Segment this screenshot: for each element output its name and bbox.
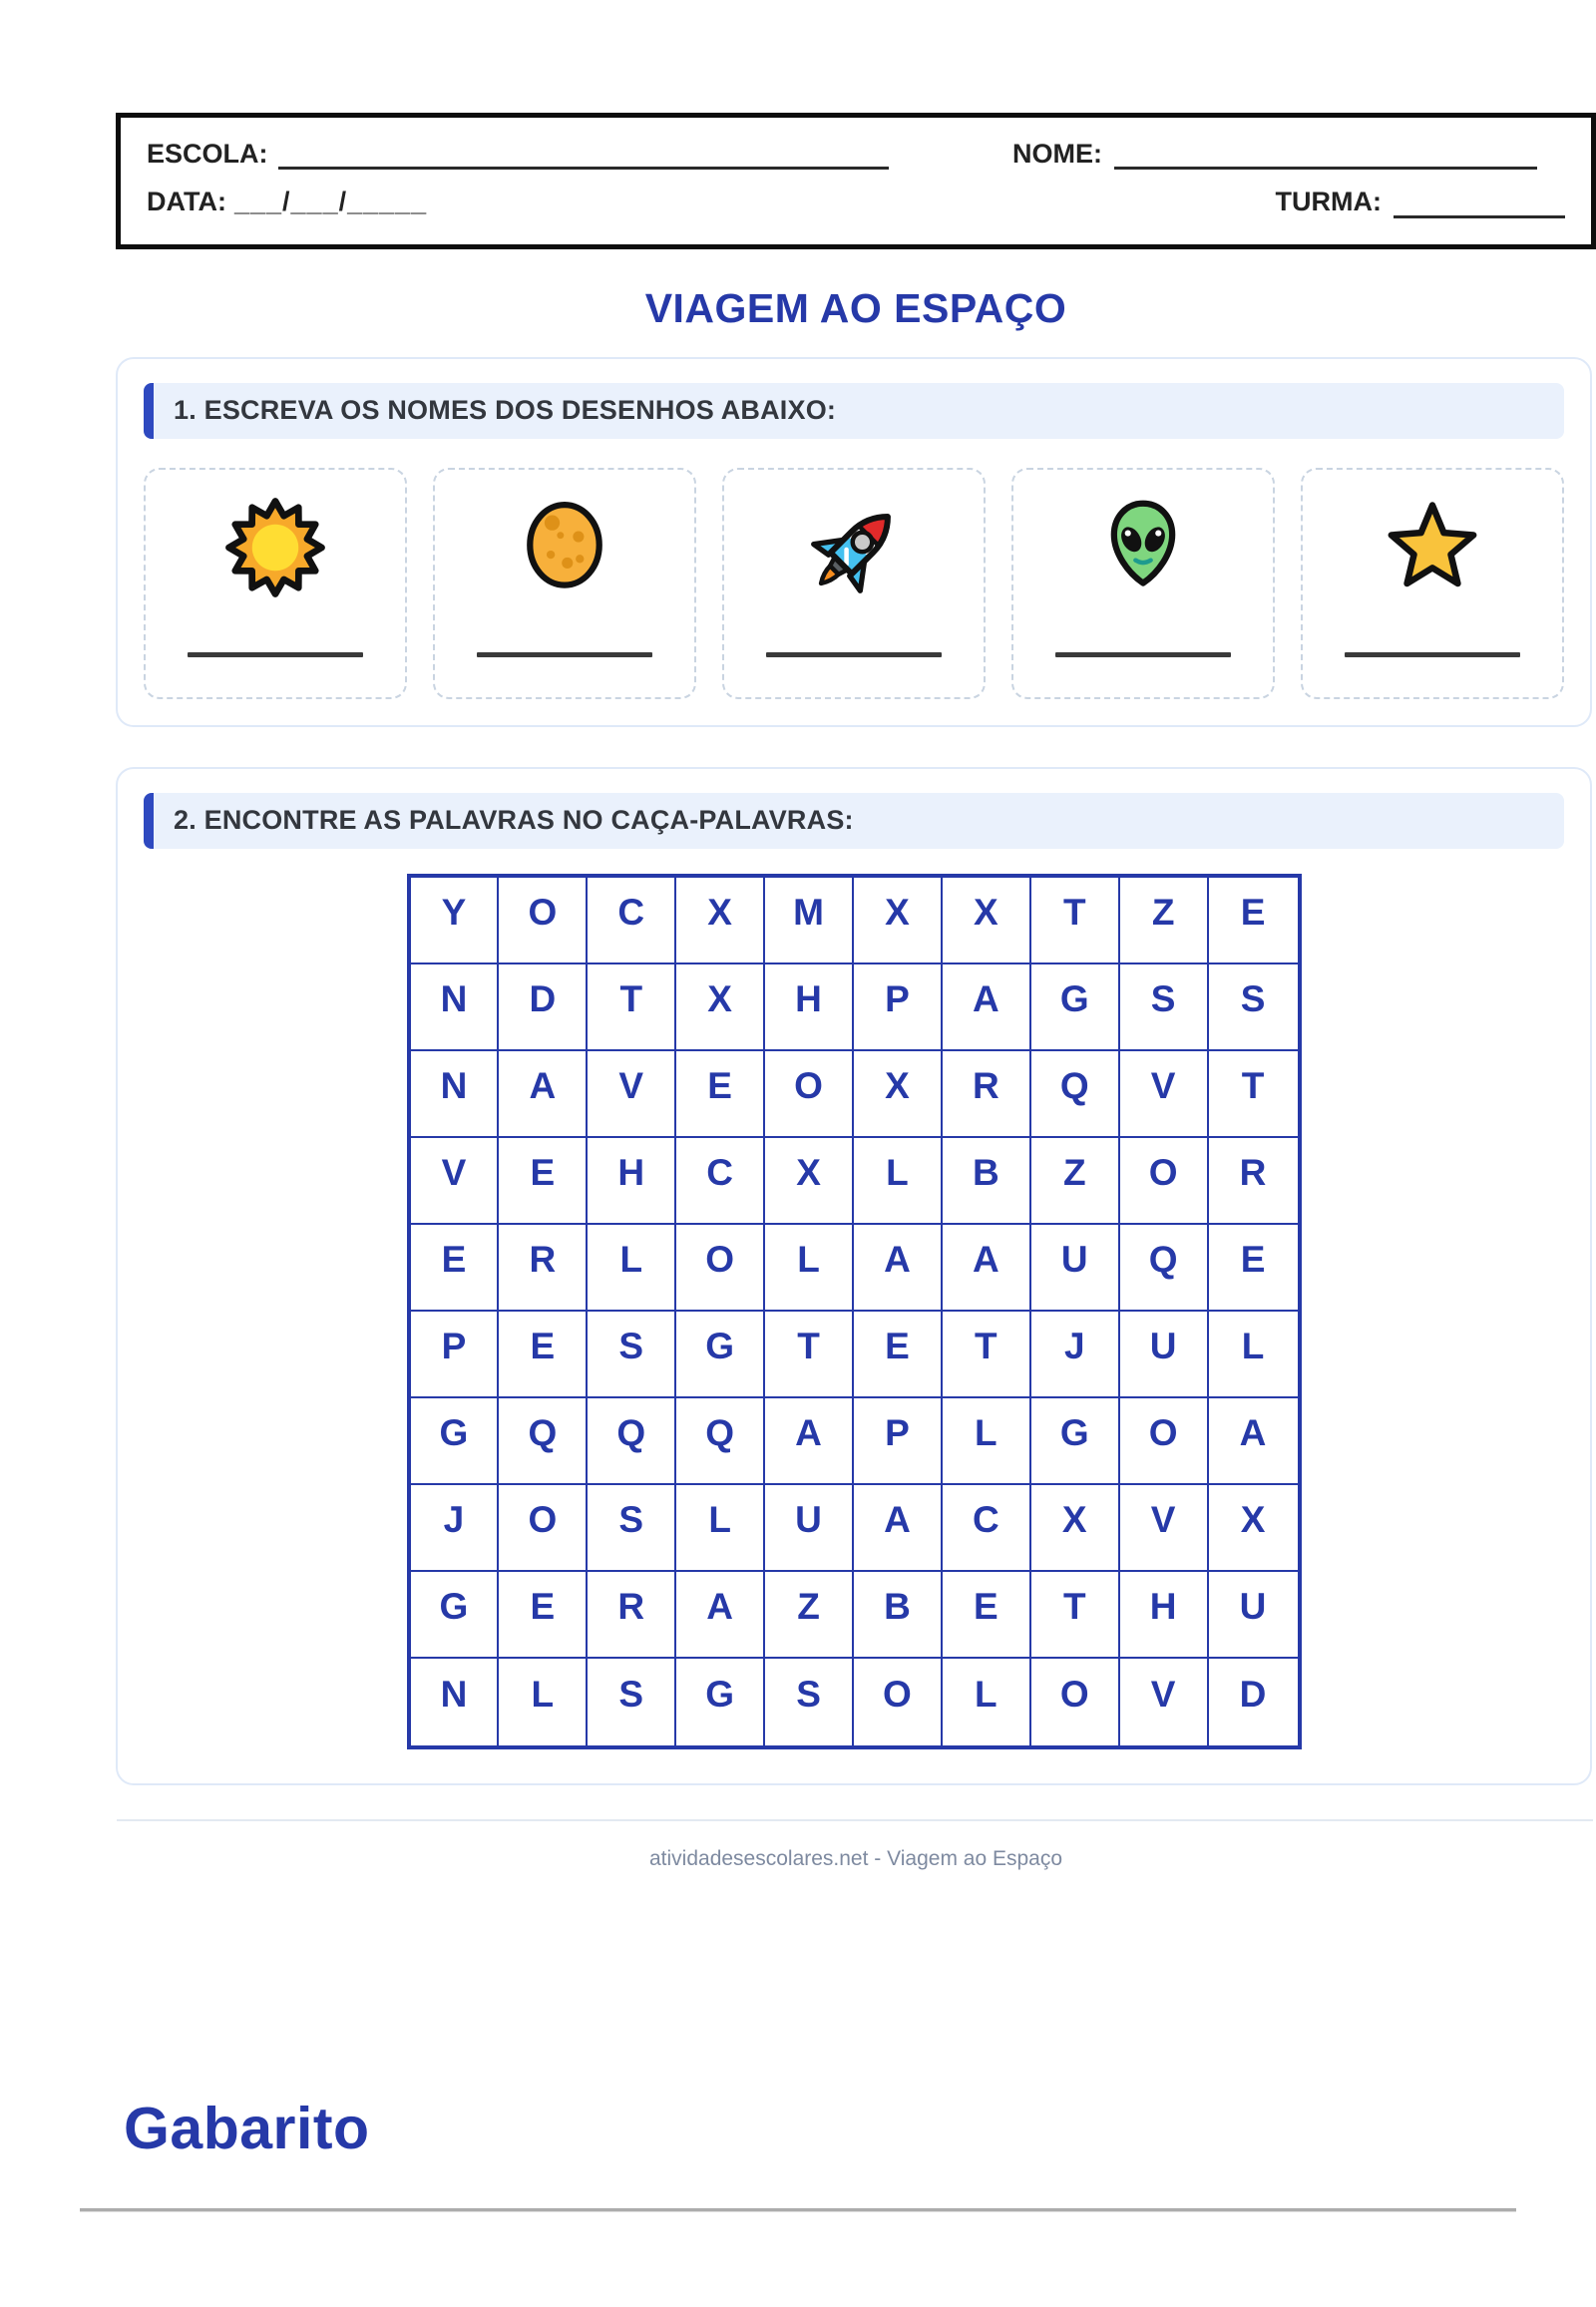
grid-cell: Q bbox=[676, 1398, 765, 1485]
grid-cell: Z bbox=[765, 1572, 854, 1659]
grid-cell: O bbox=[676, 1225, 765, 1312]
grid-cell: D bbox=[499, 964, 588, 1051]
footer-credit: atividadesescolares.net - Viagem ao Espaço bbox=[648, 1846, 1063, 1870]
grid-cell: G bbox=[411, 1572, 500, 1659]
grid-cell: Q bbox=[1120, 1225, 1209, 1312]
grid-cell: U bbox=[1120, 1312, 1209, 1398]
section-accent-bar bbox=[144, 793, 154, 849]
grid-cell: B bbox=[854, 1572, 943, 1659]
grid-cell: O bbox=[499, 1485, 588, 1572]
grid-cell: T bbox=[1031, 1572, 1120, 1659]
grid-cell: P bbox=[854, 964, 943, 1051]
star-icon bbox=[1381, 494, 1484, 597]
grid-cell: A bbox=[943, 1225, 1031, 1312]
grid-cell: T bbox=[1209, 1051, 1298, 1138]
answer-blank bbox=[477, 652, 652, 657]
picture-card-moon bbox=[433, 468, 696, 699]
grid-cell: H bbox=[588, 1138, 676, 1225]
section-accent-bar bbox=[144, 383, 154, 439]
answer-blank bbox=[188, 652, 363, 657]
grid-cell: V bbox=[1120, 1485, 1209, 1572]
picture-cards bbox=[144, 468, 1564, 699]
grid-cell: S bbox=[1120, 964, 1209, 1051]
grid-cell: A bbox=[676, 1572, 765, 1659]
grid-cell: C bbox=[676, 1138, 765, 1225]
picture-card-rocket bbox=[722, 468, 986, 699]
moon-icon bbox=[515, 494, 614, 593]
grid-cell: A bbox=[765, 1398, 854, 1485]
grid-cell: S bbox=[765, 1659, 854, 1745]
answer-blank bbox=[766, 652, 942, 657]
section-2 bbox=[116, 767, 1592, 1785]
section-1-header bbox=[144, 383, 1564, 439]
grid-cell: L bbox=[676, 1485, 765, 1572]
turma-label: TURMA: bbox=[1275, 187, 1382, 217]
turma-group bbox=[1276, 186, 1565, 217]
grid-cell: L bbox=[943, 1659, 1031, 1745]
grid-cell: Q bbox=[1031, 1051, 1120, 1138]
grid-cell: A bbox=[1209, 1398, 1298, 1485]
grid-cell: G bbox=[676, 1659, 765, 1745]
grid-cell: O bbox=[1120, 1398, 1209, 1485]
grid-cell: E bbox=[411, 1225, 500, 1312]
grid-cell: E bbox=[499, 1138, 588, 1225]
data-label: DATA: bbox=[147, 187, 226, 217]
section-2-header bbox=[144, 793, 1564, 849]
grid-cell: X bbox=[1031, 1485, 1120, 1572]
grid-cell: N bbox=[411, 964, 500, 1051]
grid-cell: R bbox=[499, 1225, 588, 1312]
grid-cell: A bbox=[943, 964, 1031, 1051]
nome-group bbox=[1012, 138, 1537, 170]
worksheet-page bbox=[0, 113, 1596, 2212]
answer-blank bbox=[1345, 652, 1520, 657]
grid-cell: S bbox=[1209, 964, 1298, 1051]
grid-cell: Y bbox=[411, 878, 500, 964]
picture-card-alien bbox=[1011, 468, 1275, 699]
nome-blank bbox=[1114, 138, 1537, 170]
grid-cell: A bbox=[854, 1485, 943, 1572]
grid-cell: E bbox=[1209, 1225, 1298, 1312]
data-blank: ___/___/_____ bbox=[233, 187, 428, 217]
grid-cell: E bbox=[499, 1312, 588, 1398]
grid-cell: U bbox=[765, 1485, 854, 1572]
grid-cell: R bbox=[943, 1051, 1031, 1138]
grid-cell: T bbox=[588, 964, 676, 1051]
student-info-box bbox=[116, 113, 1596, 249]
worksheet-title: VIAGEM AO ESPAÇO bbox=[644, 284, 1067, 331]
grid-cell: Z bbox=[1031, 1138, 1120, 1225]
grid-cell: Q bbox=[499, 1398, 588, 1485]
info-row-1 bbox=[147, 138, 1565, 170]
grid-cell: G bbox=[1031, 964, 1120, 1051]
grid-cell: X bbox=[854, 878, 943, 964]
grid-cell: Q bbox=[588, 1398, 676, 1485]
grid-cell: Z bbox=[1120, 878, 1209, 964]
nome-label: NOME: bbox=[1012, 139, 1102, 169]
picture-card-star bbox=[1301, 468, 1564, 699]
grid-cell: X bbox=[943, 878, 1031, 964]
footer-divider bbox=[117, 1819, 1593, 1821]
grid-cell: O bbox=[1120, 1138, 1209, 1225]
grid-cell: G bbox=[411, 1398, 500, 1485]
section-1 bbox=[116, 357, 1592, 727]
escola-blank bbox=[278, 138, 889, 170]
grid-cell: T bbox=[765, 1312, 854, 1398]
grid-cell: O bbox=[1031, 1659, 1120, 1745]
grid-cell: B bbox=[943, 1138, 1031, 1225]
grid-cell: E bbox=[854, 1312, 943, 1398]
grid-cell: X bbox=[854, 1051, 943, 1138]
grid-cell: V bbox=[411, 1138, 500, 1225]
grid-cell: R bbox=[588, 1572, 676, 1659]
grid-cell: V bbox=[1120, 1051, 1209, 1138]
grid-cell: V bbox=[1120, 1659, 1209, 1745]
grid-cell: G bbox=[676, 1312, 765, 1398]
grid-cell: R bbox=[1209, 1138, 1298, 1225]
grid-cell: V bbox=[588, 1051, 676, 1138]
sun-icon bbox=[221, 494, 329, 601]
grid-cell: M bbox=[765, 878, 854, 964]
grid-cell: L bbox=[499, 1659, 588, 1745]
info-row-2 bbox=[147, 186, 1565, 217]
grid-cell: L bbox=[854, 1138, 943, 1225]
grid-cell: E bbox=[499, 1572, 588, 1659]
grid-cell: L bbox=[588, 1225, 676, 1312]
grid-cell: D bbox=[1239, 1674, 1267, 1716]
grid-cell: U bbox=[1031, 1225, 1120, 1312]
grid-cell: H bbox=[765, 964, 854, 1051]
grid-cell: A bbox=[499, 1051, 588, 1138]
grid-cell: S bbox=[588, 1312, 676, 1398]
section-2-title: 2. ENCONTRE AS PALAVRAS NO CAÇA-PALAVRAS: bbox=[174, 805, 854, 836]
bottom-divider bbox=[80, 2208, 1516, 2212]
grid-cell: X bbox=[765, 1138, 854, 1225]
rocket-icon bbox=[800, 494, 908, 601]
grid-cell: G bbox=[1031, 1398, 1120, 1485]
grid-cell: J bbox=[1031, 1312, 1120, 1398]
grid-cell: E bbox=[1209, 878, 1298, 964]
turma-blank bbox=[1394, 187, 1565, 218]
grid-cell: S bbox=[588, 1485, 676, 1572]
grid-cell: L bbox=[765, 1225, 854, 1312]
grid-cell: L bbox=[943, 1398, 1031, 1485]
grid-cell: L bbox=[1209, 1312, 1298, 1398]
grid-cell: O bbox=[854, 1659, 943, 1745]
answer-key-heading: Gabarito bbox=[124, 2095, 370, 2161]
grid-cell: A bbox=[854, 1225, 943, 1312]
grid-cell: N bbox=[411, 1051, 500, 1138]
grid-cell: E bbox=[943, 1572, 1031, 1659]
grid-cell: X bbox=[676, 878, 765, 964]
grid-cell: U bbox=[1209, 1572, 1298, 1659]
grid-cell: N bbox=[411, 1659, 500, 1745]
grid-cell: X bbox=[676, 964, 765, 1051]
word-search-grid bbox=[407, 874, 1302, 1749]
grid-cell: O bbox=[765, 1051, 854, 1138]
grid-cell: H bbox=[1120, 1572, 1209, 1659]
grid-cell: J bbox=[411, 1485, 500, 1572]
escola-label: ESCOLA: bbox=[147, 139, 268, 169]
grid-cell: T bbox=[943, 1312, 1031, 1398]
alien-icon bbox=[1093, 494, 1193, 593]
grid-cell: X bbox=[1209, 1485, 1298, 1572]
grid-cell: P bbox=[854, 1398, 943, 1485]
grid-cell: S bbox=[588, 1659, 676, 1745]
grid-cell: E bbox=[676, 1051, 765, 1138]
grid-cell: P bbox=[411, 1312, 500, 1398]
answer-blank bbox=[1055, 652, 1231, 657]
grid-cell: C bbox=[588, 878, 676, 964]
grid-cell: C bbox=[943, 1485, 1031, 1572]
picture-card-sun bbox=[144, 468, 407, 699]
grid-cell: O bbox=[499, 878, 588, 964]
section-1-title: 1. ESCREVA OS NOMES DOS DESENHOS ABAIXO: bbox=[174, 395, 837, 426]
grid-cell: T bbox=[1031, 878, 1120, 964]
